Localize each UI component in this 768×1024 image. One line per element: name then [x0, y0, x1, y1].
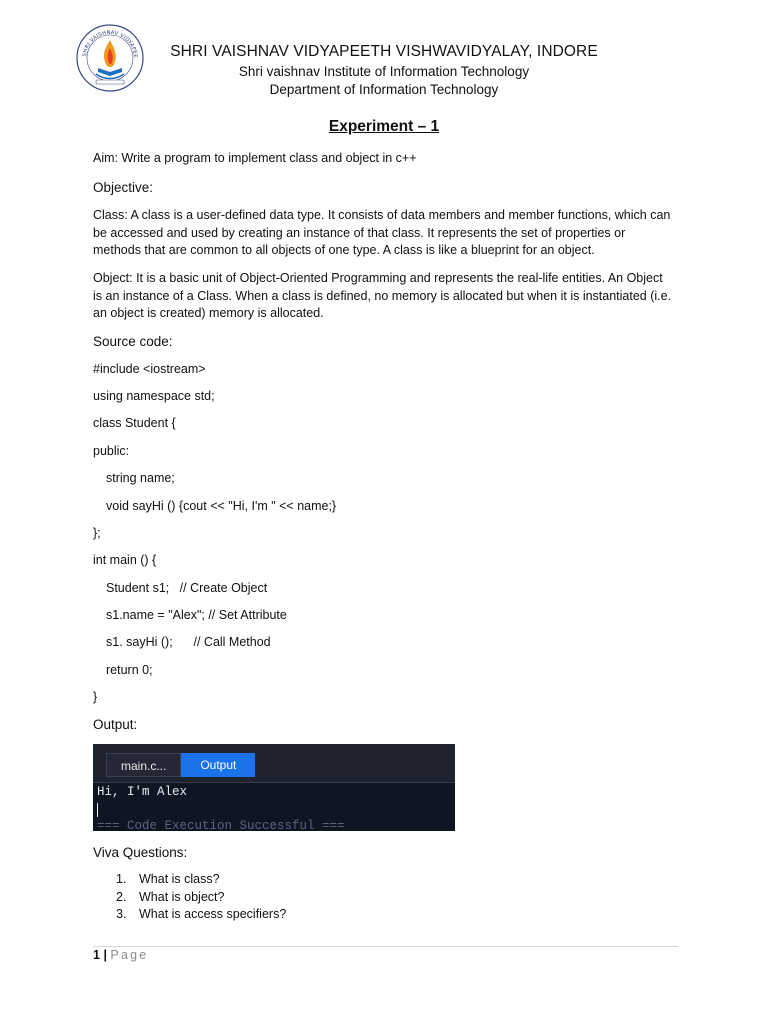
experiment-title: Experiment – 1: [328, 118, 440, 135]
source-code-heading: Source code:: [93, 334, 173, 349]
code-line: return 0;: [106, 663, 153, 677]
code-line: using namespace std;: [93, 389, 215, 403]
code-line: }: [93, 690, 98, 704]
list-text: What is access specifiers?: [139, 907, 287, 921]
code-line: Student s1; // Create Object: [106, 581, 268, 595]
page-label: Page: [110, 948, 149, 962]
list-number: 2.: [116, 889, 127, 904]
objective-heading: Objective:: [93, 180, 154, 195]
list-text: What is class?: [139, 872, 220, 886]
code-line: string name;: [106, 471, 175, 485]
code-line: };: [93, 526, 101, 540]
execution-status: === Code Execution Successful ===: [97, 819, 345, 831]
page-footer: [93, 948, 148, 962]
output-tabs: [106, 753, 255, 777]
code-line: #include <iostream>: [93, 362, 206, 376]
university-name: SHRI VAISHNAV VIDYAPEETH VISHWAVIDYALAY, INDORE: [170, 43, 598, 60]
code-line: public:: [93, 444, 130, 458]
terminal-output: [93, 783, 455, 831]
list-number: 3.: [116, 907, 127, 921]
page-number: 1: [93, 948, 100, 962]
list-number: 1.: [116, 872, 127, 886]
tab-main-file[interactable]: main.c...: [106, 753, 181, 777]
tab-output[interactable]: Output: [181, 753, 255, 777]
object-definition: Object: It is a basic unit of Object-Oriented Programming and represents the real-life entities. An Object is an instance of a Class. When a class is defined, no memory is allocated but when it is instantiated (i.e. an object is created) memory is allocated.: [93, 271, 672, 320]
code-line: int main () {: [93, 553, 157, 567]
aim-text: Aim: Write a program to implement class and object in c++: [93, 151, 417, 165]
footer-divider: [93, 946, 678, 947]
class-definition: Class: A class is a user-defined data type. It consists of data members and member functions, which can be accessed and used by creating an instance of that class. It represents the set of properties or methods that are common to all objects of one type. A class is like a blueprint for an object.: [93, 208, 671, 257]
code-line: void sayHi () {cout << "Hi, I'm " << name;}: [106, 499, 337, 513]
code-line: class Student {: [93, 416, 176, 430]
svg-text:SHRI VAISHNAV VIDYAPEETH: SHRI VAISHNAV VIDYAPEE: [82, 29, 139, 59]
output-heading: Output:: [93, 717, 138, 732]
viva-heading: Viva Questions:: [93, 845, 188, 860]
output-result-line: Hi, I'm Alex: [97, 785, 188, 799]
list-text: What is object?: [139, 889, 225, 904]
output-panel: [93, 744, 455, 831]
code-line: s1.name = "Alex"; // Set Attribute: [106, 608, 287, 622]
code-line: s1. sayHi (); // Call Method: [106, 635, 271, 649]
page-separator: |: [103, 948, 107, 962]
institute-name: Shri vaishnav Institute of Information Technology: [238, 64, 530, 79]
department-name: Department of Information Technology: [269, 82, 499, 97]
text-cursor: [97, 803, 98, 817]
